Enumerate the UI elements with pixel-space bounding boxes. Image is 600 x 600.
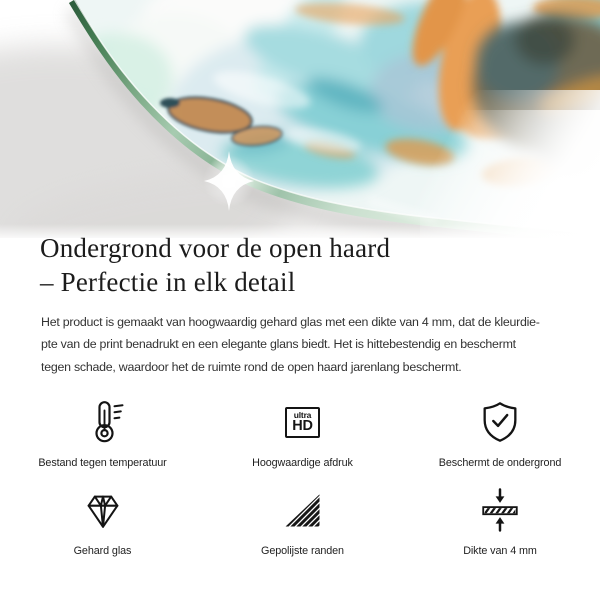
description-line: pte van de print benadrukt en een elegante glans biedt. Het is hittebestendig en beschermt: [41, 337, 516, 352]
thermometer-icon: [80, 399, 126, 445]
thickness-icon: [477, 487, 523, 533]
ultra-hd-icon-text-top: ultra: [293, 410, 312, 420]
feature-thickness: [400, 486, 600, 558]
feature-label: Bestand tegen temperatuur: [38, 457, 167, 469]
description-line: Het product is gemaakt van hoogwaardig gehard glas met een dikte van 4 mm, dat de kleurdie-: [41, 315, 540, 329]
feature-label: Beschermt de ondergrond: [438, 457, 562, 469]
glass-panel-illustration: [0, 0, 600, 238]
feature-label: Gepolijste randen: [261, 545, 344, 557]
feature-print-quality: [205, 398, 400, 470]
feature-label: Gehard glas: [73, 545, 132, 557]
feature-temperature: [0, 398, 205, 470]
bottom-right-fade: [420, 110, 600, 238]
product-image: [0, 0, 600, 238]
page-title: [40, 231, 390, 299]
feature-polished-edges: [205, 486, 400, 558]
shield-check-icon: [477, 399, 523, 445]
page-title-line1: Ondergrond voor de open haard: [40, 233, 391, 263]
page-title-line2: – Perfectie in elk detail: [40, 267, 296, 297]
feature-tempered-glass: [0, 486, 205, 558]
feature-protection: [400, 398, 600, 470]
description-line: tegen schade, waardoor het de ruimte rond de open haard jarenlang beschermt.: [41, 359, 462, 374]
diamond-icon: [80, 488, 126, 532]
polished-edges-icon: [279, 488, 327, 532]
ultra-hd-icon: [285, 407, 320, 438]
ultra-hd-icon-text-bottom: HD: [292, 418, 313, 434]
product-description: [41, 311, 540, 378]
feature-label: Hoogwaardige afdruk: [252, 457, 353, 469]
feature-label: Dikte van 4 mm: [463, 545, 537, 557]
features-grid: [0, 398, 600, 558]
